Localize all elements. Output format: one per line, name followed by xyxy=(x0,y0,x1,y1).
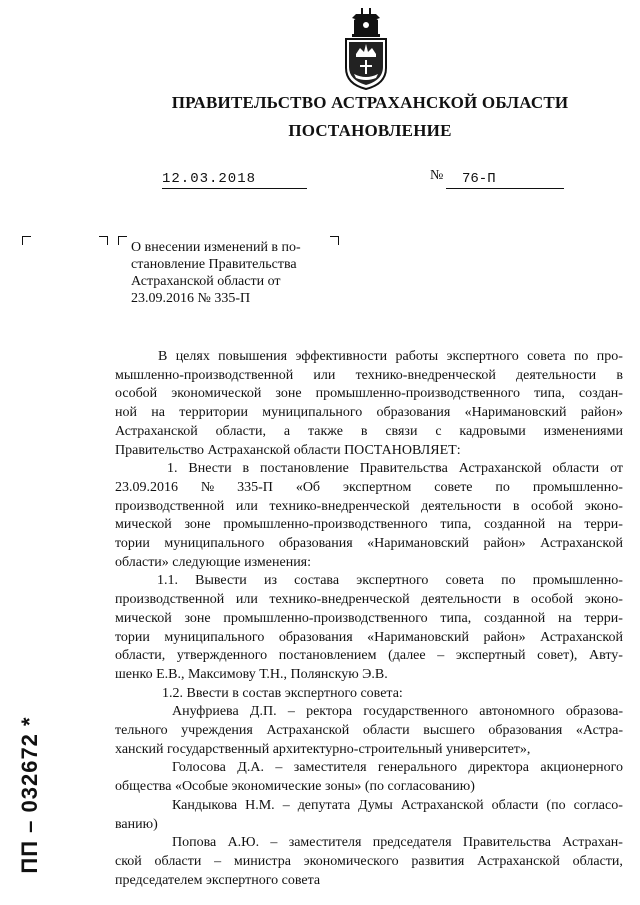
word: депутата xyxy=(297,797,351,813)
body-line xyxy=(115,572,623,591)
word: на xyxy=(151,405,165,421)
word: Авту- xyxy=(588,648,623,664)
word: области xyxy=(154,853,202,869)
bracket-corner xyxy=(22,236,31,245)
word: области xyxy=(491,797,539,813)
word: – xyxy=(275,760,283,776)
word: генерального xyxy=(377,760,457,776)
bracket-corner xyxy=(99,236,108,245)
word: Астраханской xyxy=(540,629,623,645)
body-line xyxy=(115,853,623,872)
word: № xyxy=(200,479,215,495)
word: терри- xyxy=(584,517,623,533)
body-line xyxy=(115,722,623,741)
body-line xyxy=(115,479,623,498)
word: производственной xyxy=(115,592,225,608)
body-line: председателем экспертного совета xyxy=(115,872,321,888)
body-line: Правительство Астраханской области ПОСТАНОВЛЯЕТ: xyxy=(115,442,461,458)
body-line xyxy=(115,759,623,778)
word: образования xyxy=(488,723,563,739)
word: председателя xyxy=(372,835,452,851)
bracket-corner xyxy=(118,236,127,245)
word: – xyxy=(282,797,290,813)
word: также xyxy=(307,423,343,439)
word: области, xyxy=(215,423,266,439)
word: повышения xyxy=(218,349,288,364)
word: образования xyxy=(376,405,451,421)
word: созданной xyxy=(483,517,546,533)
word: Астраханской xyxy=(115,423,198,439)
word: экономической xyxy=(171,386,262,402)
word: государственного xyxy=(363,704,469,720)
body-line: 1.2. Ввести в состав экспертного совета: xyxy=(162,685,403,701)
word: промышленно-производственного xyxy=(223,517,428,533)
serial-number-text: ПП – 032672 * xyxy=(17,716,42,874)
word: учреждения xyxy=(181,723,253,739)
word: образова- xyxy=(565,704,623,720)
word: заместителя xyxy=(288,835,362,851)
word: эконо- xyxy=(584,498,623,514)
word: Астраханской xyxy=(540,536,623,552)
word: – xyxy=(270,835,278,851)
word: созданной xyxy=(483,610,546,626)
word: или xyxy=(313,367,336,383)
word: производственной xyxy=(115,498,225,514)
word: экспертного xyxy=(446,349,519,364)
word: утвержденного xyxy=(176,648,268,664)
body-line xyxy=(115,516,623,535)
subject-line: становление Правительства xyxy=(131,257,297,272)
word: Астраханской xyxy=(400,797,484,813)
word: ной xyxy=(115,405,137,421)
word: на xyxy=(557,610,572,626)
word: эффективности xyxy=(295,349,388,364)
word: 23.09.2016 xyxy=(115,479,178,495)
word: (далее xyxy=(388,648,426,664)
word: – xyxy=(287,704,295,720)
document-type-title: ПОСТАНОВЛЕНИЕ xyxy=(288,121,452,140)
word: особой xyxy=(115,386,158,402)
word: изменениями xyxy=(543,423,623,439)
word: из xyxy=(263,573,277,589)
word: типа, xyxy=(440,517,472,533)
word: тельного xyxy=(115,723,168,739)
word: целях xyxy=(175,349,210,364)
word: Астраханской xyxy=(477,853,560,869)
body-line: области» следующие изменения: xyxy=(115,554,312,570)
word: министра xyxy=(233,853,291,869)
word: совета xyxy=(527,349,566,364)
body-line: ханский государственный архитектурно-строительный университет», xyxy=(115,741,531,757)
word: мической xyxy=(115,610,172,626)
word: 1.1. xyxy=(157,573,178,589)
word: муниципального xyxy=(164,629,265,645)
body-line xyxy=(115,629,623,648)
body-line xyxy=(115,703,623,722)
word: район» xyxy=(483,629,526,645)
word: развития xyxy=(411,853,465,869)
word: «Наримановский xyxy=(367,536,469,552)
word: типа, xyxy=(440,610,472,626)
word: совета xyxy=(445,573,484,589)
subject-block xyxy=(131,239,321,307)
word: промышленно-производственного xyxy=(223,610,428,626)
word: мической xyxy=(115,517,172,533)
word: (по xyxy=(546,797,566,813)
word: заместителя xyxy=(293,760,367,776)
word: район» xyxy=(580,405,623,421)
bracket-corner xyxy=(330,236,339,245)
word: мышленно-производственной xyxy=(115,367,294,383)
body-line xyxy=(115,348,623,367)
word: образования xyxy=(278,629,353,645)
word: деятельности xyxy=(421,498,502,514)
document-body xyxy=(115,348,623,890)
word: области, xyxy=(572,853,623,869)
word: деятельности xyxy=(421,592,502,608)
word: Попова xyxy=(172,835,217,851)
body-line xyxy=(115,460,623,479)
word: экспертный xyxy=(455,648,526,664)
body-line xyxy=(115,610,623,629)
word: Астраханской xyxy=(266,723,350,739)
word: от xyxy=(610,461,623,477)
body-line xyxy=(115,385,623,404)
body-line xyxy=(115,834,623,853)
word: Астрахан- xyxy=(562,835,623,851)
word: терри- xyxy=(584,610,623,626)
body-line: ванию) xyxy=(115,816,158,832)
word: в xyxy=(360,423,368,439)
word: Д.А. xyxy=(237,760,264,776)
word: состава xyxy=(294,573,340,589)
margin-serial-number xyxy=(12,700,48,890)
word: «Наримановский xyxy=(464,405,567,421)
word: Д.П. xyxy=(249,704,277,720)
body-line xyxy=(115,367,623,386)
word: про- xyxy=(596,349,623,364)
word: по xyxy=(573,349,589,364)
word: тории xyxy=(115,536,150,552)
word: Внести xyxy=(188,461,232,477)
government-title: ПРАВИТЕЛЬСТВО АСТРАХАНСКОЙ ОБЛАСТИ xyxy=(171,93,569,112)
word: Правительства xyxy=(462,835,551,851)
subject-line: О внесении изменений в по- xyxy=(131,240,301,255)
word: 335-П xyxy=(237,479,273,495)
word: зоне xyxy=(184,517,211,533)
word: высшего xyxy=(423,723,475,739)
word: в xyxy=(512,592,520,608)
word: «Астра- xyxy=(575,723,623,739)
word: автономного xyxy=(479,704,555,720)
word: с xyxy=(435,423,442,439)
word: технико-внедренческой xyxy=(269,592,410,608)
word: «Наримановский xyxy=(367,629,469,645)
document-number-field xyxy=(446,171,564,189)
word: ректора xyxy=(306,704,353,720)
word: экспертном xyxy=(342,479,412,495)
word: Н.М. xyxy=(245,797,275,813)
word: зоне xyxy=(275,386,302,402)
word: территории xyxy=(179,405,249,421)
word: особой xyxy=(530,592,574,608)
word: эконо- xyxy=(584,592,623,608)
body-line xyxy=(115,423,623,442)
word: «Об xyxy=(295,479,321,495)
word: связи xyxy=(385,423,418,439)
subject-line: 23.09.2016 № 335-П xyxy=(131,291,251,306)
word: экспертного xyxy=(356,573,429,589)
word: – xyxy=(214,853,222,869)
document-number: 76-П xyxy=(462,171,496,187)
word: Ануфриева xyxy=(172,704,239,720)
word: деятельности xyxy=(516,367,597,383)
word: район» xyxy=(483,536,526,552)
word: акционерного xyxy=(540,760,623,776)
word: области xyxy=(552,461,600,477)
word: – xyxy=(437,648,445,664)
coat-of-arms-emblem xyxy=(342,8,390,90)
word: а xyxy=(283,423,291,439)
document-date: 12.03.2018 xyxy=(162,171,307,189)
word: технико-внедренческой xyxy=(355,367,496,383)
word: Правительства xyxy=(359,461,448,477)
word: Вывести xyxy=(195,573,247,589)
word: Астраханской xyxy=(458,461,542,477)
word: согласо- xyxy=(573,797,623,813)
word: ской xyxy=(115,853,142,869)
body-line xyxy=(115,591,623,610)
body-line xyxy=(115,797,623,816)
word: директора xyxy=(468,760,529,776)
word: постановлением xyxy=(278,648,377,664)
word: создан- xyxy=(578,386,623,402)
word: совет), xyxy=(537,648,578,664)
word: Думы xyxy=(358,797,393,813)
body-line: шенко Е.В., Максимову Т.Н., Полянскую Э.В. xyxy=(115,666,388,682)
word: В xyxy=(158,349,168,364)
word: в xyxy=(512,498,520,514)
word: в xyxy=(616,367,623,383)
word: 1. xyxy=(167,461,178,477)
word: Кандыкова xyxy=(172,797,238,813)
word: по xyxy=(495,479,510,495)
word: в xyxy=(242,461,250,477)
word: муниципального xyxy=(262,405,363,421)
word: технико-внедренческой xyxy=(269,498,410,514)
body-line xyxy=(115,404,623,423)
subject-line: Астраханской области от xyxy=(131,274,281,289)
word: зоне xyxy=(184,610,211,626)
word: экономического xyxy=(303,853,399,869)
body-line xyxy=(115,535,623,554)
word: области, xyxy=(115,648,166,664)
body-line xyxy=(115,498,623,517)
word: тории xyxy=(115,629,150,645)
word: на xyxy=(557,517,572,533)
word: или xyxy=(235,498,258,514)
body-line xyxy=(115,647,623,666)
number-sign: № xyxy=(430,168,444,183)
word: муниципального xyxy=(164,536,265,552)
word: промышленно-производственного xyxy=(315,386,520,402)
word: особой xyxy=(530,498,574,514)
word: постановление xyxy=(259,461,349,477)
word: А.Ю. xyxy=(227,835,260,851)
word: области xyxy=(362,723,410,739)
word: Голосова xyxy=(172,760,226,776)
word: или xyxy=(235,592,258,608)
word: промышленно- xyxy=(532,479,623,495)
word: совете xyxy=(434,479,473,495)
word: работы xyxy=(395,349,439,364)
word: промышленно- xyxy=(532,573,623,589)
word: типа, xyxy=(534,386,565,402)
word: кадровыми xyxy=(459,423,526,439)
word: образования xyxy=(278,536,353,552)
body-line: общества «Особые экономические зоны» (по согласованию) xyxy=(115,779,475,795)
word: по xyxy=(501,573,516,589)
